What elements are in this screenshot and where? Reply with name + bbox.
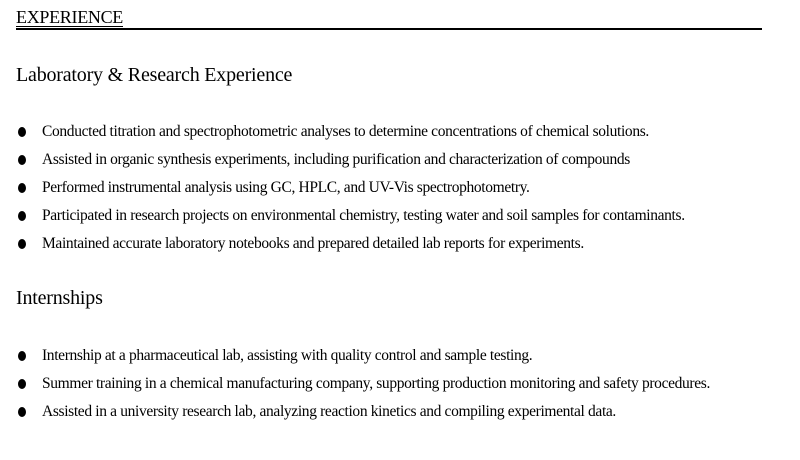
list-item-text: Internship at a pharmaceutical lab, assisting with quality control and sample testing. (42, 347, 533, 364)
list-item-text: Conducted titration and spectrophotometric analyses to determine concentrations of chemical solutions. (42, 123, 649, 140)
bullet-icon (18, 351, 26, 361)
bullet-icon (18, 379, 26, 389)
list-item-text: Assisted in a university research lab, analyzing reaction kinetics and compiling experimental data. (42, 403, 616, 420)
internships-heading: Internships (16, 287, 103, 309)
list-item-text: Participated in research projects on environmental chemistry, testing water and soil samples for contaminants. (42, 207, 685, 224)
bullet-icon (18, 155, 26, 165)
bullet-icon (18, 407, 26, 417)
bullet-icon (18, 127, 26, 137)
experience-section-heading (16, 6, 762, 30)
laboratory-heading: Laboratory & Research Experience (16, 64, 293, 86)
list-item-text: Assisted in organic synthesis experiments, including purification and characterization of compounds (42, 151, 630, 168)
bullet-icon (18, 211, 26, 221)
bullet-icon (18, 183, 26, 193)
list-item-text: Performed instrumental analysis using GC, HPLC, and UV-Vis spectrophotometry. (42, 179, 530, 196)
list-item-text: Summer training in a chemical manufacturing company, supporting production monitoring and safety procedures. (42, 375, 710, 392)
list-item-text: Maintained accurate laboratory notebooks and prepared detailed lab reports for experiments. (42, 235, 584, 252)
bullet-icon (18, 239, 26, 249)
section-title: EXPERIENCE (16, 7, 123, 27)
